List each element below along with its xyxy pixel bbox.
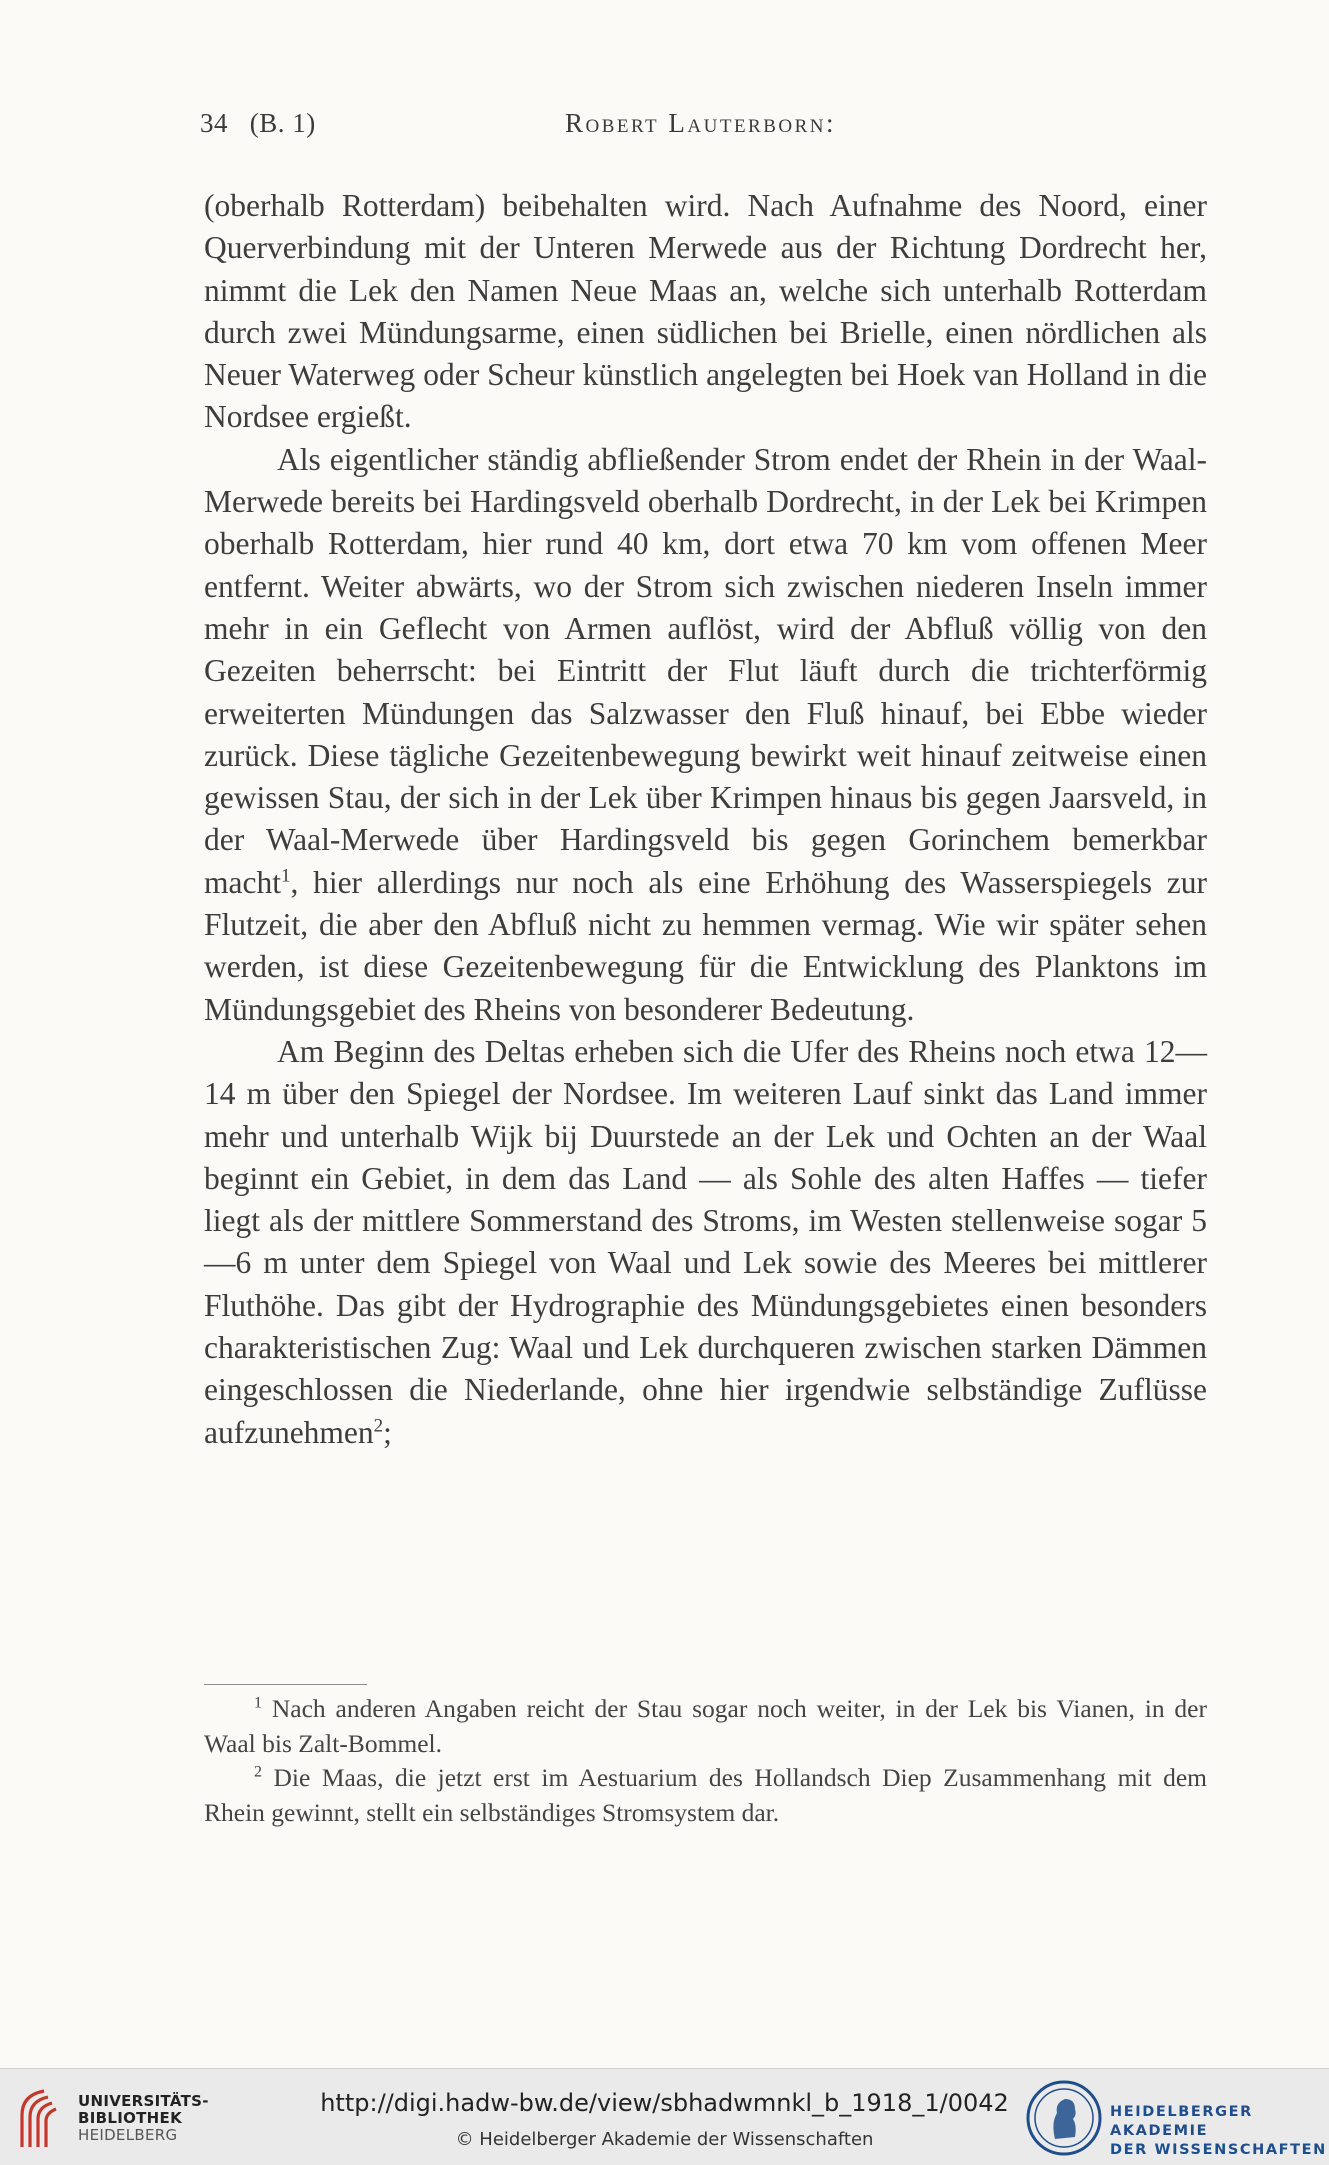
footnote-2-text: Die Maas, die jetzt erst im Aestuarium des Hollandsch Diep Zusammenhang mit dem Rhein gewinnt, stellt ein selbständiges Stromsystem dar. — [204, 1763, 1207, 1827]
page-number: 34 — [200, 108, 228, 138]
permalink-url[interactable]: http://digi.hadw-bw.de/view/sbhadwmnkl_b_1918_1/0042 — [320, 2089, 1009, 2117]
paragraph-2 — [204, 439, 1207, 1031]
footnote-ref-2: 2 — [373, 1415, 384, 1437]
paragraph-1: (oberhalb Rotterdam) beibehalten wird. Nach Aufnahme des Noord, einer Querverbindung mit der Unteren Merwede aus der Richtung Dordrecht her, nimmt die Lek den Namen Neue Maas an, welche sich unterhalb Rotterdam durch zwei Mündungsarme, einen südlichen bei Brielle, einen nördlichen als Neuer Waterweg oder Scheur künstlich angelegten bei Hoek van Holland in die Nordsee ergießt. — [204, 188, 1207, 435]
running-head — [200, 108, 1210, 148]
footnote-1 — [204, 1692, 1207, 1761]
paragraph-3-part-b: ; — [383, 1414, 392, 1450]
paragraph-2-part-a: Als eigentlicher ständig abfließender Strom endet der Rhein in der Waal-Merwede bereits bei Hardingsveld oberhalb Dordrecht, in der Lek bei Krimpen oberhalb Rotterdam, hier rund 40 km, dort etwa 70 km vom offenen Meer entfernt. Weiter abwärts, wo der Strom sich zwischen niederen Inseln immer mehr in ein Geflecht von Armen auflöst, wird der Abfluß völlig von den Gezeiten beherrscht: bei Eintritt der Flut läuft durch die trichterförmig erweiterten Mündungen das Salzwasser den Fluß hinauf, bei Ebbe wieder zurück. Diese tägliche Gezeitenbewegung bewirkt weit hinauf zeitweise einen gewissen Stau, der sich in der Lek über Krimpen hinaus bis gegen Jaarsveld, in der Waal-Merwede über Hardingsveld bis gegen Gorinchem bemerkbar macht — [204, 441, 1207, 900]
hadw-line-1: HEIDELBERGER AKADEMIE — [1110, 2104, 1253, 2139]
footnote-ref-1: 1 — [280, 865, 291, 887]
ub-line-2: BIBLIOTHEK — [78, 2109, 182, 2127]
paragraph-2-part-b: , hier allerdings nur noch als eine Erhöhung des Wasserspiegels zur Flutzeit, die aber den Abfluß nicht zu hemmen vermag. Wie wir später sehen werden, ist diese Gezeitenbewegung für die Entwicklung des Planktons im Mündungsgebiet des Rheins von besonderer Bedeutung. — [204, 864, 1207, 1027]
academy-seal-icon — [1025, 2079, 1103, 2157]
copyright-notice: © Heidelberger Akademie der Wissenschaften — [455, 2129, 874, 2150]
footnote-2 — [204, 1761, 1207, 1830]
academy-name — [1110, 2103, 1329, 2160]
paragraph-3-part-a: Am Beginn des Deltas erheben sich die Ufer des Rheins noch etwa 12—14 m über den Spiegel der Nordsee. Im weiteren Lauf sinkt das Land immer mehr und unterhalb Wijk bij Duurstede an der Lek und Ochten an der Waal beginnt ein Gebiet, in dem das Land — als Sohle des alten Haffes — tiefer liegt als der mittlere Sommerstand des Stroms, im Westen stellenweise sogar 5—6 m unter dem Spiegel von Waal und Lek sowie des Meeres bei mittlerer Fluthöhe. Das gibt der Hydrographie des Mündungsgebietes einen besonders charakteristischen Zug: Waal und Lek durchqueren zwischen starken Dämmen eingeschlossen die Niederlande, ohne hier irgendwie selbständige Zuflüsse aufzunehmen — [204, 1033, 1207, 1450]
section-label: (B. 1) — [249, 108, 316, 138]
body-text — [204, 185, 1207, 1454]
ub-line-3: HEIDELBERG — [78, 2126, 178, 2144]
footnote-1-text: Nach anderen Angaben reicht der Stau sogar noch weiter, in der Lek bis Vianen, in der Waal bis Zalt-Bommel. — [204, 1694, 1207, 1758]
footnotes — [204, 1692, 1207, 1830]
hadw-line-2: DER WISSENSCHAFTEN — [1110, 2142, 1327, 2158]
running-title: Robert Lauterborn: — [565, 108, 837, 138]
footer-bar — [0, 2068, 1329, 2165]
page-number-and-section — [200, 108, 316, 139]
footnote-divider — [204, 1684, 367, 1685]
footnote-2-mark: 2 — [254, 1763, 262, 1781]
footnote-1-mark: 1 — [254, 1694, 262, 1712]
paragraph-3 — [204, 1031, 1207, 1454]
ub-line-1: UNIVERSITÄTS- — [78, 2092, 209, 2110]
